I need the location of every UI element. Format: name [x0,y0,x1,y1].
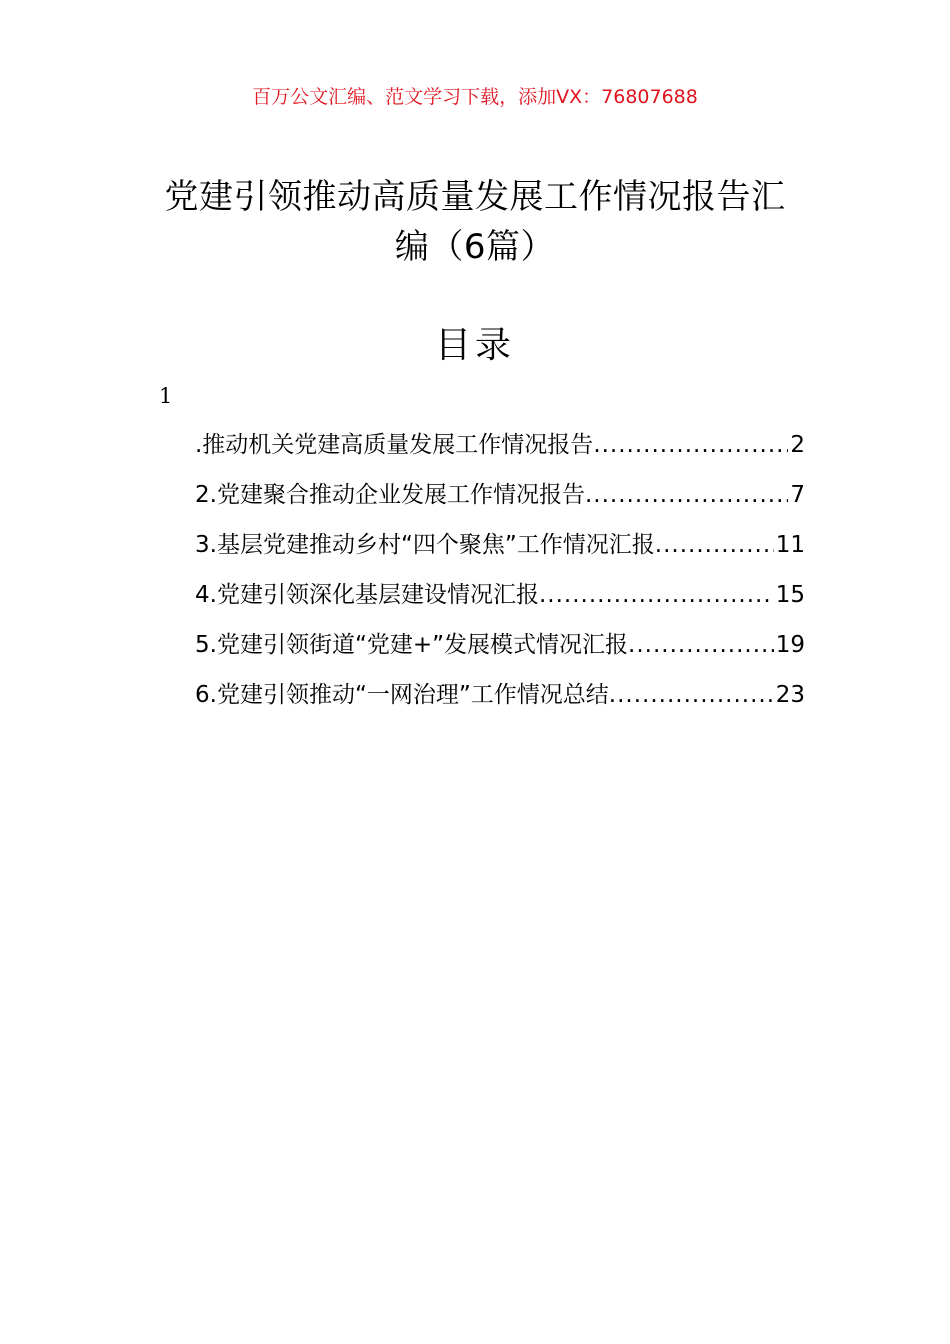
toc-entry-page: 7 [790,482,805,508]
toc-entry-title: 2.党建聚合推动企业发展工作情况报告 [195,482,585,508]
toc-entry-title: 3.基层党建推动乡村“四个聚焦”工作情况汇报 [195,532,655,558]
toc-entry-page: 11 [775,532,805,558]
stray-number: 1 [159,384,173,408]
toc-entry-page: 15 [775,582,805,608]
toc-entry-page: 19 [775,632,805,658]
toc-leader-dots [539,575,774,615]
toc-entry[interactable] [195,525,805,575]
toc-entry[interactable] [195,575,805,625]
document-title [140,172,810,272]
toc-entry[interactable] [195,625,805,675]
header-note: 百万公文汇编、范文学习下载，添加VX：76807688 [252,86,698,108]
toc-leader-dots [628,625,774,665]
toc-leader-dots [609,675,774,715]
toc-leader-dots [585,475,788,515]
document-title-line-1: 党建引领推动高质量发展工作情况报告汇 [164,177,786,217]
toc-leader-dots [655,525,774,565]
toc-entry[interactable] [195,425,805,475]
toc-entry[interactable] [195,475,805,525]
table-of-contents [195,425,805,725]
toc-entry-title: 5.党建引领街道“党建+”发展模式情况汇报 [195,632,629,658]
toc-entry-page: 23 [775,682,805,708]
toc-entry-page: 2 [790,432,805,458]
toc-entry[interactable] [195,675,805,725]
toc-entry-title: 6.党建引领推动“一网治理”工作情况总结 [195,682,609,708]
toc-entry-title: .推动机关党建高质量发展工作情况报告 [195,432,594,458]
toc-heading: 目录 [434,325,515,366]
document-title-line-2: 编（6篇） [394,227,556,267]
toc-leader-dots [593,425,788,465]
toc-entry-title: 4.党建引领深化基层建设情况汇报 [195,582,539,608]
